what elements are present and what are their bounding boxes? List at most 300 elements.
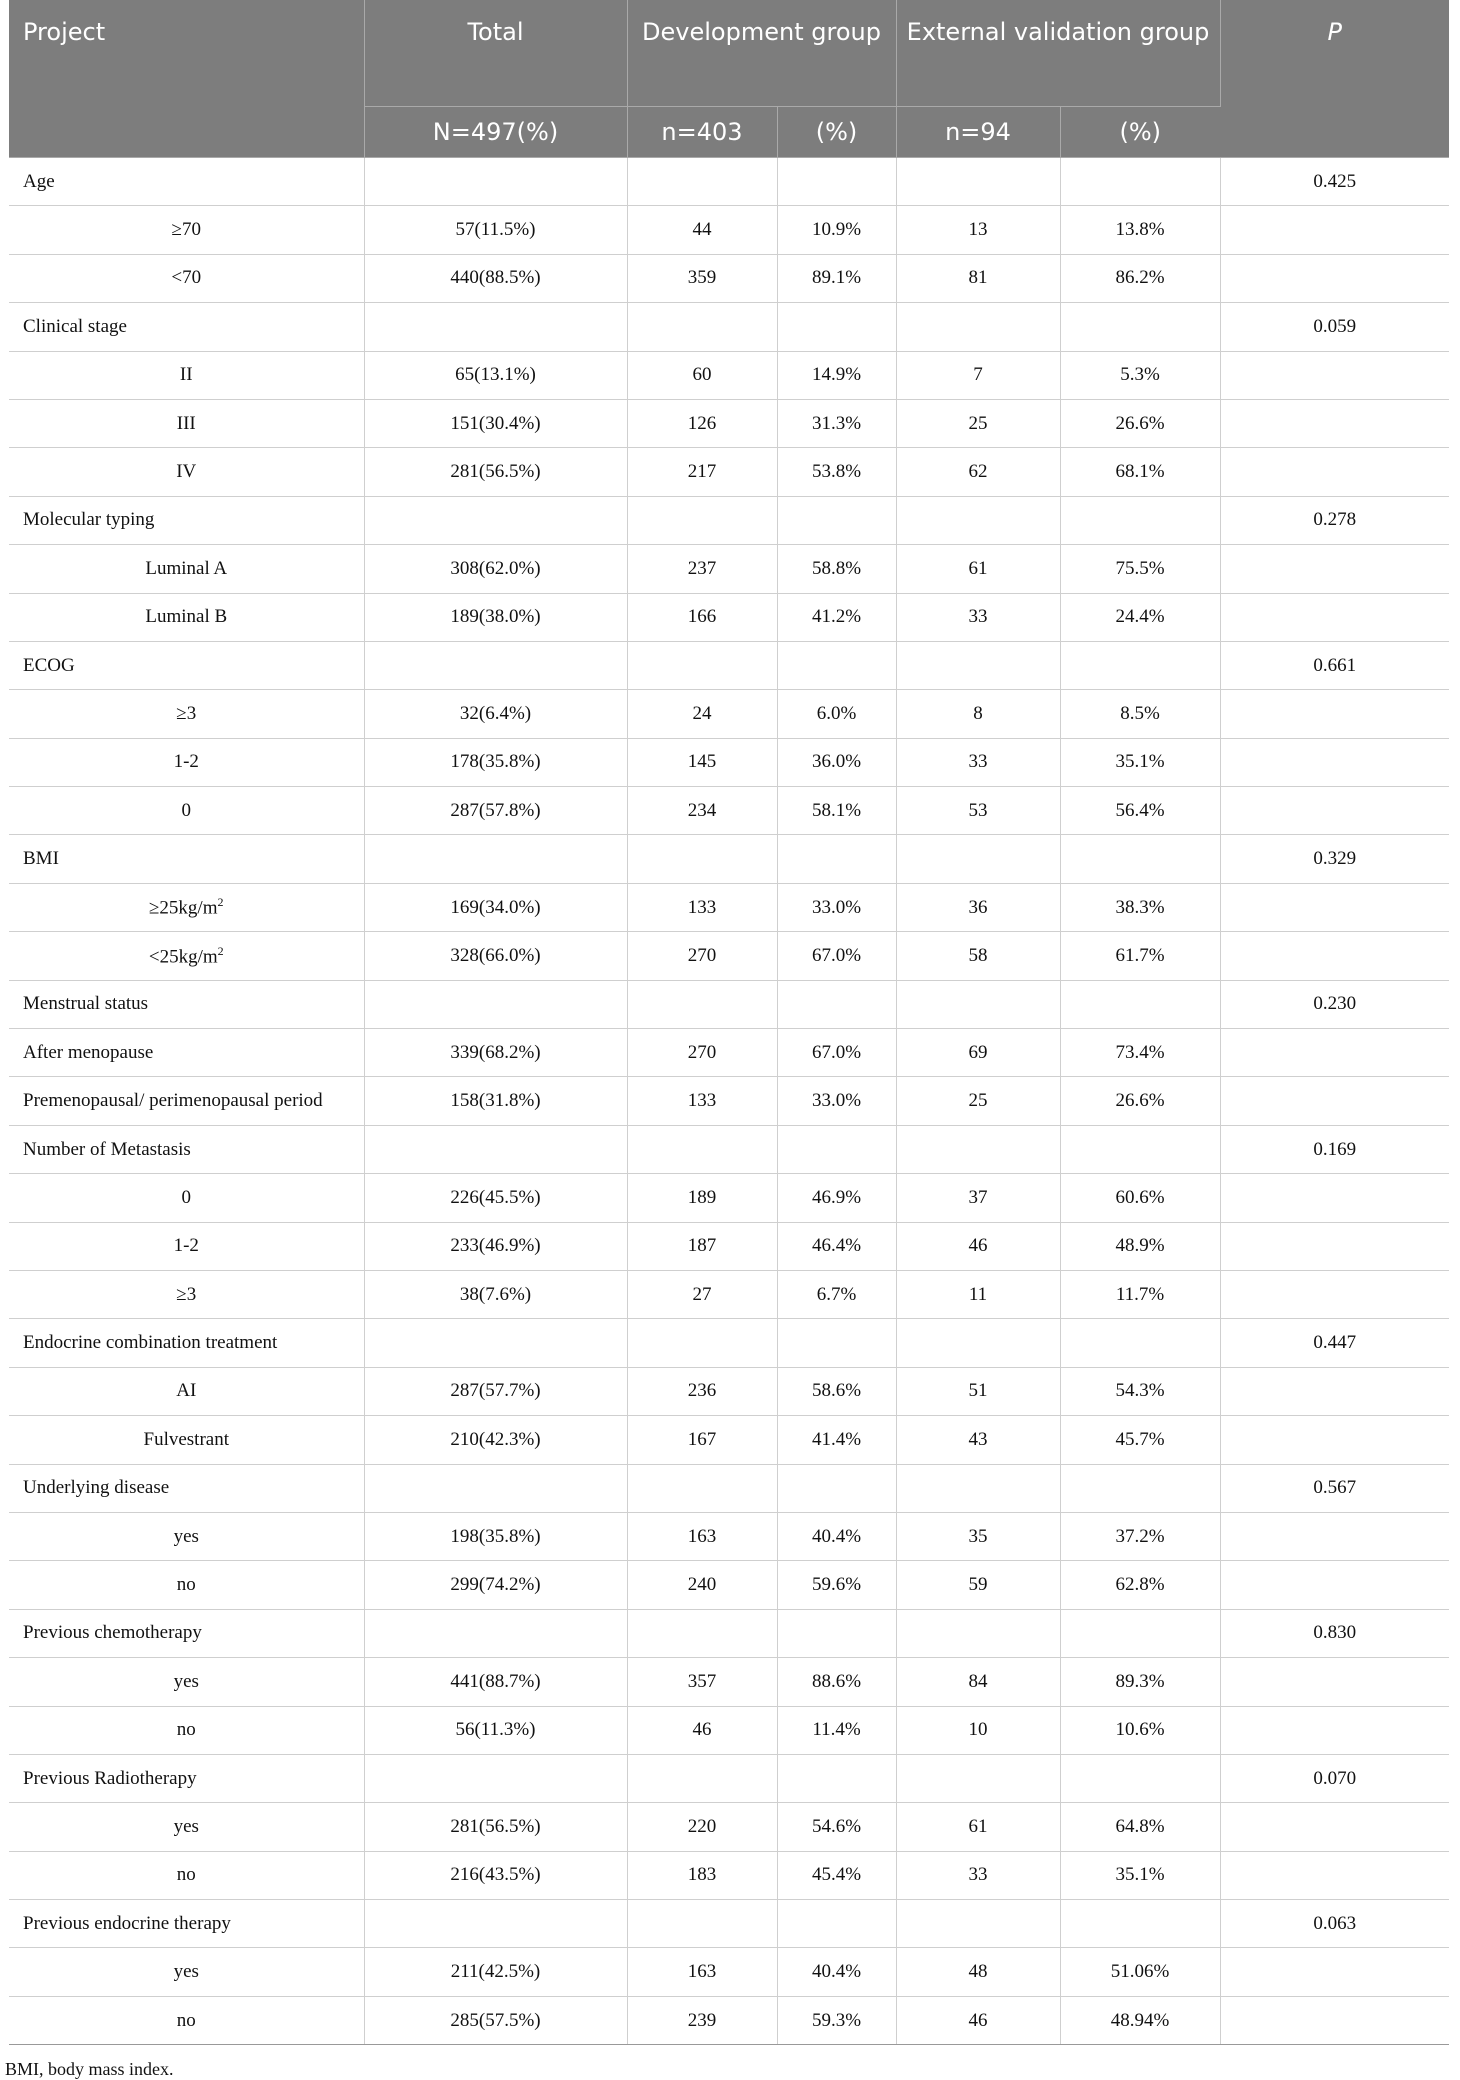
total-cell bbox=[364, 1900, 627, 1948]
ext-pct-cell: 8.5% bbox=[1060, 690, 1220, 738]
total-cell: 299(74.2%) bbox=[364, 1561, 627, 1609]
row-label bbox=[9, 1077, 364, 1125]
ext-n-cell: 35 bbox=[896, 1512, 1060, 1560]
p-value-cell bbox=[1220, 1029, 1449, 1077]
dev-n-cell bbox=[627, 980, 777, 1028]
dev-n-cell: 357 bbox=[627, 1658, 777, 1706]
ext-pct-cell: 5.3% bbox=[1060, 351, 1220, 399]
table-footnote: BMI, body mass index. bbox=[5, 2059, 174, 2080]
dev-pct-cell: 10.9% bbox=[777, 206, 896, 254]
ext-n-cell: 84 bbox=[896, 1658, 1060, 1706]
total-cell: 158(31.8%) bbox=[364, 1077, 627, 1125]
label-text: yes bbox=[173, 1525, 199, 1547]
label-text: ≥3 bbox=[176, 702, 197, 724]
row-label bbox=[9, 206, 364, 254]
row-label bbox=[9, 399, 364, 447]
ext-n-cell: 69 bbox=[896, 1029, 1060, 1077]
total-cell bbox=[364, 641, 627, 689]
table-row bbox=[9, 254, 1449, 302]
p-value-cell: 0.063 bbox=[1220, 1900, 1449, 1948]
dev-pct-cell: 58.1% bbox=[777, 787, 896, 835]
ext-pct-cell bbox=[1060, 1125, 1220, 1173]
ext-pct-cell: 54.3% bbox=[1060, 1367, 1220, 1415]
ext-pct-cell bbox=[1060, 1900, 1220, 1948]
ext-n-cell: 33 bbox=[896, 1851, 1060, 1899]
category-row bbox=[9, 1125, 1449, 1173]
ext-n-cell: 61 bbox=[896, 545, 1060, 593]
table-row bbox=[9, 593, 1449, 641]
total-cell: 339(68.2%) bbox=[364, 1029, 627, 1077]
ext-n-cell: 81 bbox=[896, 254, 1060, 302]
label-text: no bbox=[176, 1864, 196, 1886]
table-row bbox=[9, 1948, 1449, 1996]
label-text: Clinical stage bbox=[23, 315, 127, 337]
label-text: Previous endocrine therapy bbox=[23, 1912, 231, 1934]
p-value-cell bbox=[1220, 1996, 1449, 2044]
p-value-cell: 0.661 bbox=[1220, 641, 1449, 689]
ext-n-cell: 62 bbox=[896, 448, 1060, 496]
dev-pct-cell: 46.4% bbox=[777, 1222, 896, 1270]
dev-n-cell: 167 bbox=[627, 1416, 777, 1464]
category-row bbox=[9, 1464, 1449, 1512]
p-value-cell bbox=[1220, 1367, 1449, 1415]
total-cell: 287(57.8%) bbox=[364, 787, 627, 835]
dev-pct-cell: 40.4% bbox=[777, 1512, 896, 1560]
dev-pct-cell bbox=[777, 303, 896, 351]
p-value-cell bbox=[1220, 883, 1449, 931]
ext-pct-cell: 24.4% bbox=[1060, 593, 1220, 641]
ext-pct-cell: 26.6% bbox=[1060, 1077, 1220, 1125]
label-text: ≥3 bbox=[176, 1283, 197, 1305]
category-label bbox=[9, 1319, 364, 1367]
row-label bbox=[9, 545, 364, 593]
ext-pct-cell: 48.94% bbox=[1060, 1996, 1220, 2044]
label-text: Molecular typing bbox=[23, 509, 155, 531]
category-label bbox=[9, 835, 364, 883]
dev-n-cell bbox=[627, 1900, 777, 1948]
category-label bbox=[9, 1609, 364, 1657]
category-row bbox=[9, 496, 1449, 544]
header-ext-pct: (%) bbox=[1060, 107, 1220, 158]
p-value-cell bbox=[1220, 1706, 1449, 1754]
total-cell: 308(62.0%) bbox=[364, 545, 627, 593]
p-value-cell bbox=[1220, 206, 1449, 254]
row-label bbox=[9, 1174, 364, 1222]
row-label bbox=[9, 1658, 364, 1706]
ext-n-cell bbox=[896, 1609, 1060, 1657]
ext-n-cell: 53 bbox=[896, 787, 1060, 835]
dev-n-cell: 46 bbox=[627, 1706, 777, 1754]
p-value-cell bbox=[1220, 1174, 1449, 1222]
dev-n-cell bbox=[627, 1125, 777, 1173]
row-label bbox=[9, 738, 364, 786]
dev-pct-cell bbox=[777, 835, 896, 883]
dev-pct-cell: 6.0% bbox=[777, 690, 896, 738]
ext-pct-cell: 45.7% bbox=[1060, 1416, 1220, 1464]
category-row bbox=[9, 158, 1449, 206]
dev-pct-cell: 14.9% bbox=[777, 351, 896, 399]
header-development-group: Development group bbox=[627, 0, 896, 107]
label-superscript: 2 bbox=[217, 943, 224, 958]
dev-pct-cell: 58.6% bbox=[777, 1367, 896, 1415]
ext-n-cell: 36 bbox=[896, 883, 1060, 931]
dev-n-cell: 163 bbox=[627, 1512, 777, 1560]
row-label bbox=[9, 1851, 364, 1899]
dev-pct-cell: 33.0% bbox=[777, 883, 896, 931]
total-cell: 287(57.7%) bbox=[364, 1367, 627, 1415]
category-label bbox=[9, 1464, 364, 1512]
label-text: yes bbox=[173, 1670, 199, 1692]
category-label bbox=[9, 158, 364, 206]
label-text: no bbox=[176, 1719, 196, 1741]
p-value-cell bbox=[1220, 448, 1449, 496]
header-p-value: P bbox=[1220, 0, 1449, 158]
category-row bbox=[9, 641, 1449, 689]
ext-pct-cell bbox=[1060, 158, 1220, 206]
dev-n-cell: 189 bbox=[627, 1174, 777, 1222]
p-value-cell bbox=[1220, 1803, 1449, 1851]
label-text: Luminal A bbox=[145, 557, 228, 579]
total-cell bbox=[364, 496, 627, 544]
ext-n-cell: 8 bbox=[896, 690, 1060, 738]
total-cell: 178(35.8%) bbox=[364, 738, 627, 786]
row-label bbox=[9, 932, 364, 980]
p-value-cell: 0.425 bbox=[1220, 158, 1449, 206]
dev-pct-cell: 11.4% bbox=[777, 1706, 896, 1754]
table-row bbox=[9, 738, 1449, 786]
row-label bbox=[9, 254, 364, 302]
dev-n-cell: 60 bbox=[627, 351, 777, 399]
total-cell: 233(46.9%) bbox=[364, 1222, 627, 1270]
ext-n-cell bbox=[896, 1319, 1060, 1367]
ext-n-cell: 11 bbox=[896, 1270, 1060, 1318]
dev-n-cell: 44 bbox=[627, 206, 777, 254]
label-text: Menstrual status bbox=[23, 993, 149, 1015]
ext-pct-cell: 64.8% bbox=[1060, 1803, 1220, 1851]
dev-n-cell bbox=[627, 1754, 777, 1802]
ext-pct-cell bbox=[1060, 1754, 1220, 1802]
table-row bbox=[9, 399, 1449, 447]
ext-pct-cell: 75.5% bbox=[1060, 545, 1220, 593]
dev-n-cell: 133 bbox=[627, 883, 777, 931]
ext-n-cell bbox=[896, 1464, 1060, 1512]
p-value-cell: 0.059 bbox=[1220, 303, 1449, 351]
dev-n-cell: 236 bbox=[627, 1367, 777, 1415]
label-text: IV bbox=[176, 461, 197, 483]
table-row bbox=[9, 1706, 1449, 1754]
total-cell: 440(88.5%) bbox=[364, 254, 627, 302]
dev-n-cell: 237 bbox=[627, 545, 777, 593]
row-label bbox=[9, 1029, 364, 1077]
dev-n-cell: 359 bbox=[627, 254, 777, 302]
dev-pct-cell: 41.2% bbox=[777, 593, 896, 641]
ext-pct-cell: 48.9% bbox=[1060, 1222, 1220, 1270]
row-label bbox=[9, 1996, 364, 2044]
category-row bbox=[9, 835, 1449, 883]
dev-pct-cell: 46.9% bbox=[777, 1174, 896, 1222]
total-cell bbox=[364, 1609, 627, 1657]
category-row bbox=[9, 303, 1449, 351]
dev-pct-cell: 33.0% bbox=[777, 1077, 896, 1125]
ext-pct-cell: 35.1% bbox=[1060, 738, 1220, 786]
ext-n-cell bbox=[896, 641, 1060, 689]
label-text: 1-2 bbox=[173, 751, 199, 773]
label-text: yes bbox=[173, 1815, 199, 1837]
total-cell: 210(42.3%) bbox=[364, 1416, 627, 1464]
ext-pct-cell bbox=[1060, 835, 1220, 883]
ext-n-cell bbox=[896, 158, 1060, 206]
p-value-cell bbox=[1220, 690, 1449, 738]
dev-n-cell: 183 bbox=[627, 1851, 777, 1899]
category-label bbox=[9, 980, 364, 1028]
dev-n-cell: 234 bbox=[627, 787, 777, 835]
p-value-cell: 0.830 bbox=[1220, 1609, 1449, 1657]
ext-pct-cell: 86.2% bbox=[1060, 254, 1220, 302]
dev-n-cell: 163 bbox=[627, 1948, 777, 1996]
dev-n-cell: 145 bbox=[627, 738, 777, 786]
category-label bbox=[9, 641, 364, 689]
dev-pct-cell: 58.8% bbox=[777, 545, 896, 593]
row-label bbox=[9, 1512, 364, 1560]
p-value-cell bbox=[1220, 1222, 1449, 1270]
total-cell bbox=[364, 1319, 627, 1367]
label-text: Fulvestrant bbox=[143, 1428, 229, 1450]
ext-n-cell: 33 bbox=[896, 593, 1060, 641]
label-text: III bbox=[176, 412, 196, 434]
row-label bbox=[9, 883, 364, 931]
ext-pct-cell: 35.1% bbox=[1060, 1851, 1220, 1899]
label-text: Endocrine combination treatment bbox=[23, 1332, 278, 1354]
table-row bbox=[9, 1029, 1449, 1077]
total-cell bbox=[364, 1464, 627, 1512]
category-row bbox=[9, 1900, 1449, 1948]
ext-pct-cell bbox=[1060, 980, 1220, 1028]
ext-n-cell: 61 bbox=[896, 1803, 1060, 1851]
dev-pct-cell: 89.1% bbox=[777, 254, 896, 302]
ext-pct-cell bbox=[1060, 303, 1220, 351]
label-text: Luminal B bbox=[145, 606, 228, 628]
dev-pct-cell: 40.4% bbox=[777, 1948, 896, 1996]
label-text: AI bbox=[176, 1380, 197, 1402]
dev-n-cell bbox=[627, 158, 777, 206]
p-value-cell bbox=[1220, 1851, 1449, 1899]
table-row bbox=[9, 1561, 1449, 1609]
dev-pct-cell bbox=[777, 496, 896, 544]
ext-pct-cell: 13.8% bbox=[1060, 206, 1220, 254]
header-dev-pct: (%) bbox=[777, 107, 896, 158]
label-text: Age bbox=[23, 170, 55, 192]
dev-pct-cell bbox=[777, 1900, 896, 1948]
label-text: Premenopausal/ perimenopausal period bbox=[23, 1090, 323, 1112]
label-text: 0 bbox=[181, 1186, 191, 1208]
ext-n-cell: 13 bbox=[896, 206, 1060, 254]
dev-n-cell bbox=[627, 303, 777, 351]
ext-n-cell: 46 bbox=[896, 1222, 1060, 1270]
p-value-cell: 0.169 bbox=[1220, 1125, 1449, 1173]
dev-pct-cell: 59.3% bbox=[777, 1996, 896, 2044]
table-row bbox=[9, 1803, 1449, 1851]
dev-pct-cell: 59.6% bbox=[777, 1561, 896, 1609]
label-text: ECOG bbox=[23, 654, 75, 676]
category-label bbox=[9, 1900, 364, 1948]
header-total: Total bbox=[364, 0, 627, 107]
row-label bbox=[9, 1561, 364, 1609]
dev-n-cell bbox=[627, 641, 777, 689]
category-label bbox=[9, 496, 364, 544]
label-text: Previous Radiotherapy bbox=[23, 1767, 197, 1789]
row-label bbox=[9, 1270, 364, 1318]
dev-pct-cell: 6.7% bbox=[777, 1270, 896, 1318]
dev-n-cell: 126 bbox=[627, 399, 777, 447]
p-value-cell bbox=[1220, 545, 1449, 593]
label-text: <70 bbox=[171, 267, 202, 289]
ext-n-cell: 48 bbox=[896, 1948, 1060, 1996]
dev-pct-cell bbox=[777, 1464, 896, 1512]
dev-n-cell: 24 bbox=[627, 690, 777, 738]
table-row bbox=[9, 1416, 1449, 1464]
p-value-cell bbox=[1220, 351, 1449, 399]
p-value-cell bbox=[1220, 1416, 1449, 1464]
label-text: 1-2 bbox=[173, 1235, 199, 1257]
row-label bbox=[9, 593, 364, 641]
ext-pct-cell: 38.3% bbox=[1060, 883, 1220, 931]
dev-n-cell bbox=[627, 1464, 777, 1512]
dev-n-cell: 239 bbox=[627, 1996, 777, 2044]
row-label bbox=[9, 448, 364, 496]
dev-pct-cell: 45.4% bbox=[777, 1851, 896, 1899]
header-total-n: N=497(%) bbox=[364, 107, 627, 158]
row-label bbox=[9, 1706, 364, 1754]
total-cell: 38(7.6%) bbox=[364, 1270, 627, 1318]
dev-n-cell: 166 bbox=[627, 593, 777, 641]
p-value-cell: 0.278 bbox=[1220, 496, 1449, 544]
row-label bbox=[9, 1948, 364, 1996]
p-value-cell: 0.230 bbox=[1220, 980, 1449, 1028]
dev-pct-cell: 31.3% bbox=[777, 399, 896, 447]
dev-n-cell: 27 bbox=[627, 1270, 777, 1318]
ext-pct-cell: 89.3% bbox=[1060, 1658, 1220, 1706]
ext-pct-cell bbox=[1060, 1609, 1220, 1657]
table-body bbox=[9, 158, 1449, 2045]
dev-pct-cell: 67.0% bbox=[777, 1029, 896, 1077]
total-cell bbox=[364, 835, 627, 883]
table-row bbox=[9, 1367, 1449, 1415]
dev-pct-cell bbox=[777, 1609, 896, 1657]
dev-pct-cell bbox=[777, 158, 896, 206]
ext-n-cell bbox=[896, 496, 1060, 544]
ext-n-cell: 10 bbox=[896, 1706, 1060, 1754]
table-row bbox=[9, 1851, 1449, 1899]
table-row bbox=[9, 883, 1449, 931]
ext-pct-cell bbox=[1060, 1464, 1220, 1512]
label-text: no bbox=[176, 2009, 196, 2031]
table-row bbox=[9, 1270, 1449, 1318]
ext-pct-cell: 10.6% bbox=[1060, 1706, 1220, 1754]
dev-pct-cell: 88.6% bbox=[777, 1658, 896, 1706]
table-row bbox=[9, 1658, 1449, 1706]
dev-pct-cell bbox=[777, 1319, 896, 1367]
dev-pct-cell: 54.6% bbox=[777, 1803, 896, 1851]
total-cell: 32(6.4%) bbox=[364, 690, 627, 738]
ext-pct-cell: 51.06% bbox=[1060, 1948, 1220, 1996]
table-row bbox=[9, 351, 1449, 399]
label-text: II bbox=[179, 364, 193, 386]
dev-n-cell bbox=[627, 835, 777, 883]
table-row bbox=[9, 787, 1449, 835]
table-row bbox=[9, 206, 1449, 254]
ext-n-cell: 37 bbox=[896, 1174, 1060, 1222]
ext-pct-cell: 37.2% bbox=[1060, 1512, 1220, 1560]
row-label bbox=[9, 1803, 364, 1851]
total-cell: 226(45.5%) bbox=[364, 1174, 627, 1222]
total-cell bbox=[364, 980, 627, 1028]
ext-pct-cell: 56.4% bbox=[1060, 787, 1220, 835]
total-cell: 65(13.1%) bbox=[364, 351, 627, 399]
dev-pct-cell bbox=[777, 641, 896, 689]
total-cell bbox=[364, 1754, 627, 1802]
label-superscript: 2 bbox=[217, 895, 224, 910]
table-row bbox=[9, 1174, 1449, 1222]
dev-n-cell bbox=[627, 496, 777, 544]
ext-n-cell bbox=[896, 1754, 1060, 1802]
ext-n-cell: 43 bbox=[896, 1416, 1060, 1464]
total-cell bbox=[364, 303, 627, 351]
ext-n-cell bbox=[896, 835, 1060, 883]
dev-n-cell: 220 bbox=[627, 1803, 777, 1851]
label-text: 0 bbox=[181, 799, 191, 821]
ext-pct-cell: 60.6% bbox=[1060, 1174, 1220, 1222]
document bbox=[5, 0, 1449, 2080]
ext-n-cell: 58 bbox=[896, 932, 1060, 980]
category-row bbox=[9, 980, 1449, 1028]
ext-pct-cell: 11.7% bbox=[1060, 1270, 1220, 1318]
total-cell: 281(56.5%) bbox=[364, 448, 627, 496]
dev-pct-cell: 53.8% bbox=[777, 448, 896, 496]
p-value-cell bbox=[1220, 1948, 1449, 1996]
p-value-cell bbox=[1220, 1512, 1449, 1560]
total-cell: 328(66.0%) bbox=[364, 932, 627, 980]
ext-n-cell: 25 bbox=[896, 1077, 1060, 1125]
label-text: yes bbox=[173, 1961, 199, 1983]
dev-n-cell bbox=[627, 1609, 777, 1657]
total-cell bbox=[364, 158, 627, 206]
label-text: BMI bbox=[23, 848, 59, 870]
header-external-validation-group: External validation group bbox=[896, 0, 1220, 107]
dev-n-cell: 270 bbox=[627, 932, 777, 980]
category-label bbox=[9, 1125, 364, 1173]
dev-n-cell: 133 bbox=[627, 1077, 777, 1125]
p-value-cell bbox=[1220, 593, 1449, 641]
label-text: no bbox=[176, 1574, 196, 1596]
ext-pct-cell: 62.8% bbox=[1060, 1561, 1220, 1609]
row-label bbox=[9, 1367, 364, 1415]
row-label bbox=[9, 787, 364, 835]
ext-pct-cell: 61.7% bbox=[1060, 932, 1220, 980]
total-cell: 216(43.5%) bbox=[364, 1851, 627, 1899]
label-text: <25kg/m bbox=[148, 946, 218, 968]
table-row bbox=[9, 1222, 1449, 1270]
category-label bbox=[9, 303, 364, 351]
total-cell: 151(30.4%) bbox=[364, 399, 627, 447]
p-value-cell bbox=[1220, 1658, 1449, 1706]
p-value-cell bbox=[1220, 1270, 1449, 1318]
label-text: Previous chemotherapy bbox=[23, 1622, 202, 1644]
label-text: Underlying disease bbox=[23, 1477, 170, 1499]
ext-n-cell bbox=[896, 303, 1060, 351]
category-row bbox=[9, 1609, 1449, 1657]
p-value-cell bbox=[1220, 1561, 1449, 1609]
table-row bbox=[9, 1996, 1449, 2044]
